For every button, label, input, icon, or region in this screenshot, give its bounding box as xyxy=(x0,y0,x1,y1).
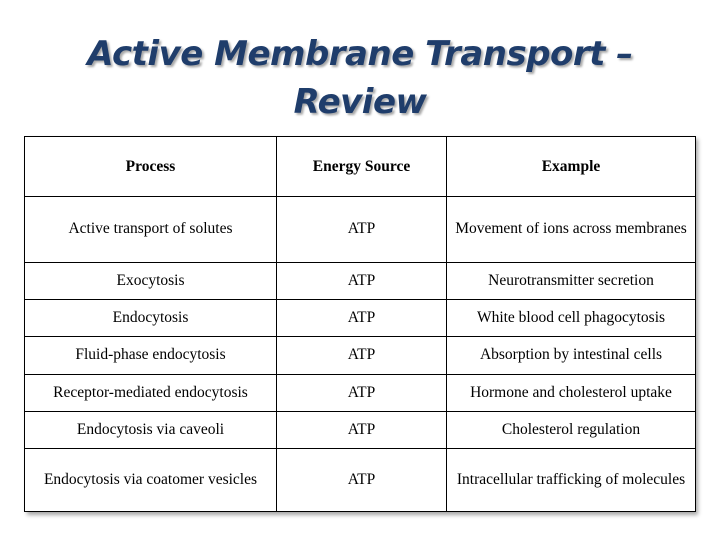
cell-example: Hormone and cholesterol uptake xyxy=(447,374,696,411)
cell-process: Endocytosis xyxy=(25,299,277,336)
header-example: Example xyxy=(447,137,696,197)
table-row xyxy=(25,412,696,449)
table-row xyxy=(25,299,696,336)
transport-table xyxy=(24,136,696,512)
transport-table-container xyxy=(24,136,695,512)
header-process: Process xyxy=(25,137,277,197)
cell-process: Endocytosis via coatomer vesicles xyxy=(25,449,277,512)
table-row xyxy=(25,449,696,512)
cell-example: Cholesterol regulation xyxy=(447,412,696,449)
cell-energy-source: ATP xyxy=(277,412,447,449)
table-row xyxy=(25,374,696,411)
slide-title xyxy=(0,30,720,126)
slide-title-line-2: Review xyxy=(293,82,427,122)
cell-process: Fluid-phase endocytosis xyxy=(25,337,277,374)
table-row xyxy=(25,262,696,299)
cell-example: Intracellular trafficking of molecules xyxy=(447,449,696,512)
header-energy-source: Energy Source xyxy=(277,137,447,197)
cell-process: Endocytosis via caveoli xyxy=(25,412,277,449)
cell-example: Movement of ions across membranes xyxy=(447,197,696,263)
cell-energy-source: ATP xyxy=(277,337,447,374)
table-row xyxy=(25,337,696,374)
cell-energy-source: ATP xyxy=(277,449,447,512)
table-header-row xyxy=(25,137,696,197)
cell-example: White blood cell phagocytosis xyxy=(447,299,696,336)
cell-energy-source: ATP xyxy=(277,262,447,299)
cell-example: Absorption by intestinal cells xyxy=(447,337,696,374)
cell-process: Exocytosis xyxy=(25,262,277,299)
table-row xyxy=(25,197,696,263)
slide-title-line-1: Active Membrane Transport – xyxy=(87,34,633,74)
cell-process: Active transport of solutes xyxy=(25,197,277,263)
cell-example: Neurotransmitter secretion xyxy=(447,262,696,299)
cell-energy-source: ATP xyxy=(277,299,447,336)
cell-process: Receptor-mediated endocytosis xyxy=(25,374,277,411)
cell-energy-source: ATP xyxy=(277,374,447,411)
cell-energy-source: ATP xyxy=(277,197,447,263)
